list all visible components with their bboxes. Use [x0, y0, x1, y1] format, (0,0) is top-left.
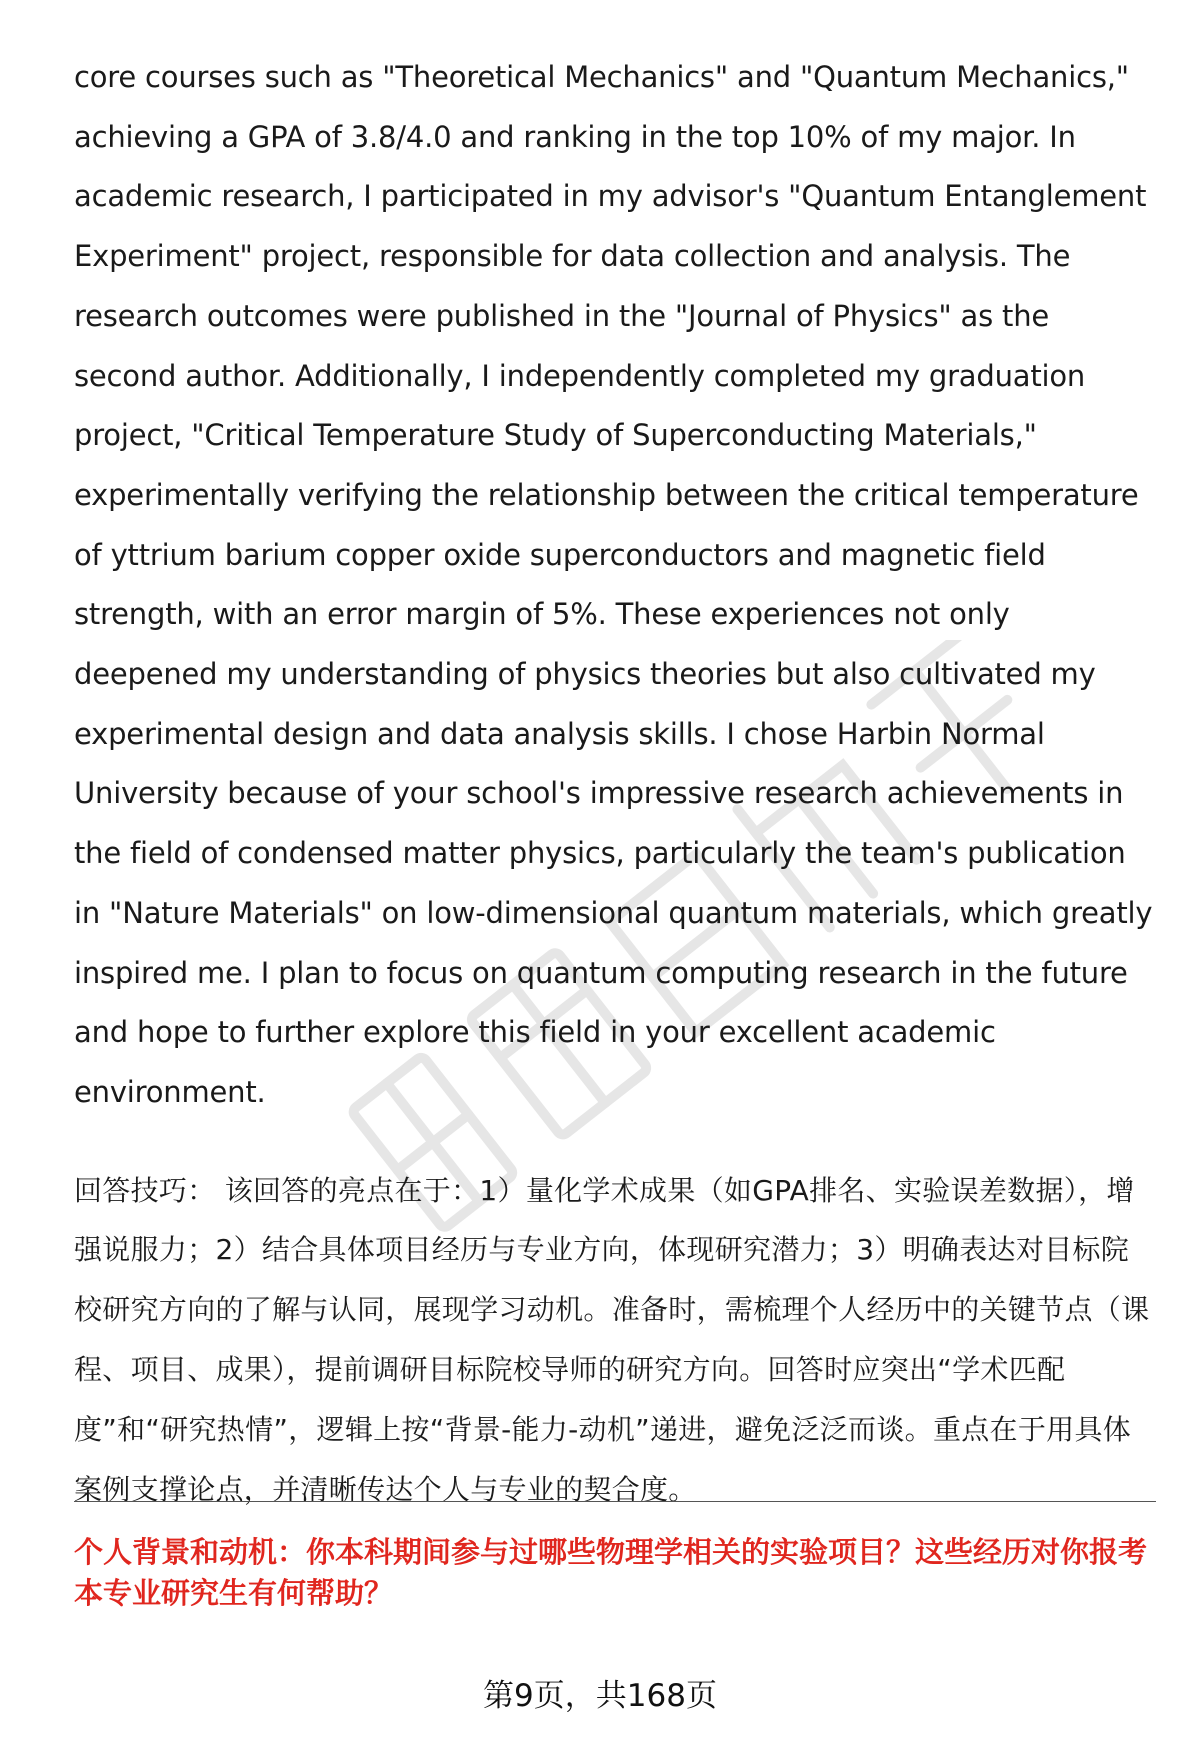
body-paragraph: core courses such as "Theoretical Mechanics" and "Quantum Mechanics," achieving a GPA of 3.8/4.0 and ranking in the top 10% of my major. In academic research, I participated in my advisor's "Quantum Entanglement Experiment" project, responsible for data collection and analysis. The research outcomes were published in the "Journal of Physics" as the second author. Additionally, I independently completed my graduation project, "Critical Temperature Study of Superconducting Materials," experimentally verifying the relationship between the critical temperature of yttrium barium copper oxide superconductors and magnetic field strength, with an error margin of 5%. These experiences not only deepened my understanding of physics theories but also cultivated my experimental design and data analysis skills. I chose Harbin Normal University because of your school's impressive research achievements in the field of condensed matter physics, particularly the team's publication in "Nature Materials" on low-dimensional quantum materials, which greatly inspired me. I plan to focus on quantum computing research in the future and hope to further explore this field in your excellent academic environment. — [74, 60, 1153, 1109]
next-question: 个人背景和动机：你本科期间参与过哪些物理学相关的实验项目？这些经历对你报考本专业研究生有何帮助？ — [74, 1535, 1148, 1610]
section-divider — [74, 1501, 1156, 1502]
main-content — [74, 48, 1156, 1519]
page-indicator: 第9页，共168页 — [483, 1678, 717, 1714]
answer-tips: 回答技巧： 该回答的亮点在于：1）量化学术成果（如GPA排名、实验误差数据），增强说服力；2）结合具体项目经历与专业方向，体现研究潜力；3）明确表达对目标院校研究方向的了解与认同，展现学习动机。准备时，需梳理个人经历中的关键节点（课程、项目、成果），提前调研目标院校导师的研究方向。回答时应突出“学术匹配度”和“研究热情”，逻辑上按“背景-能力-动机”递进，避免泛泛而谈。重点在于用具体案例支撑论点，并清晰传达个人与专业的契合度。 — [74, 1173, 1150, 1506]
